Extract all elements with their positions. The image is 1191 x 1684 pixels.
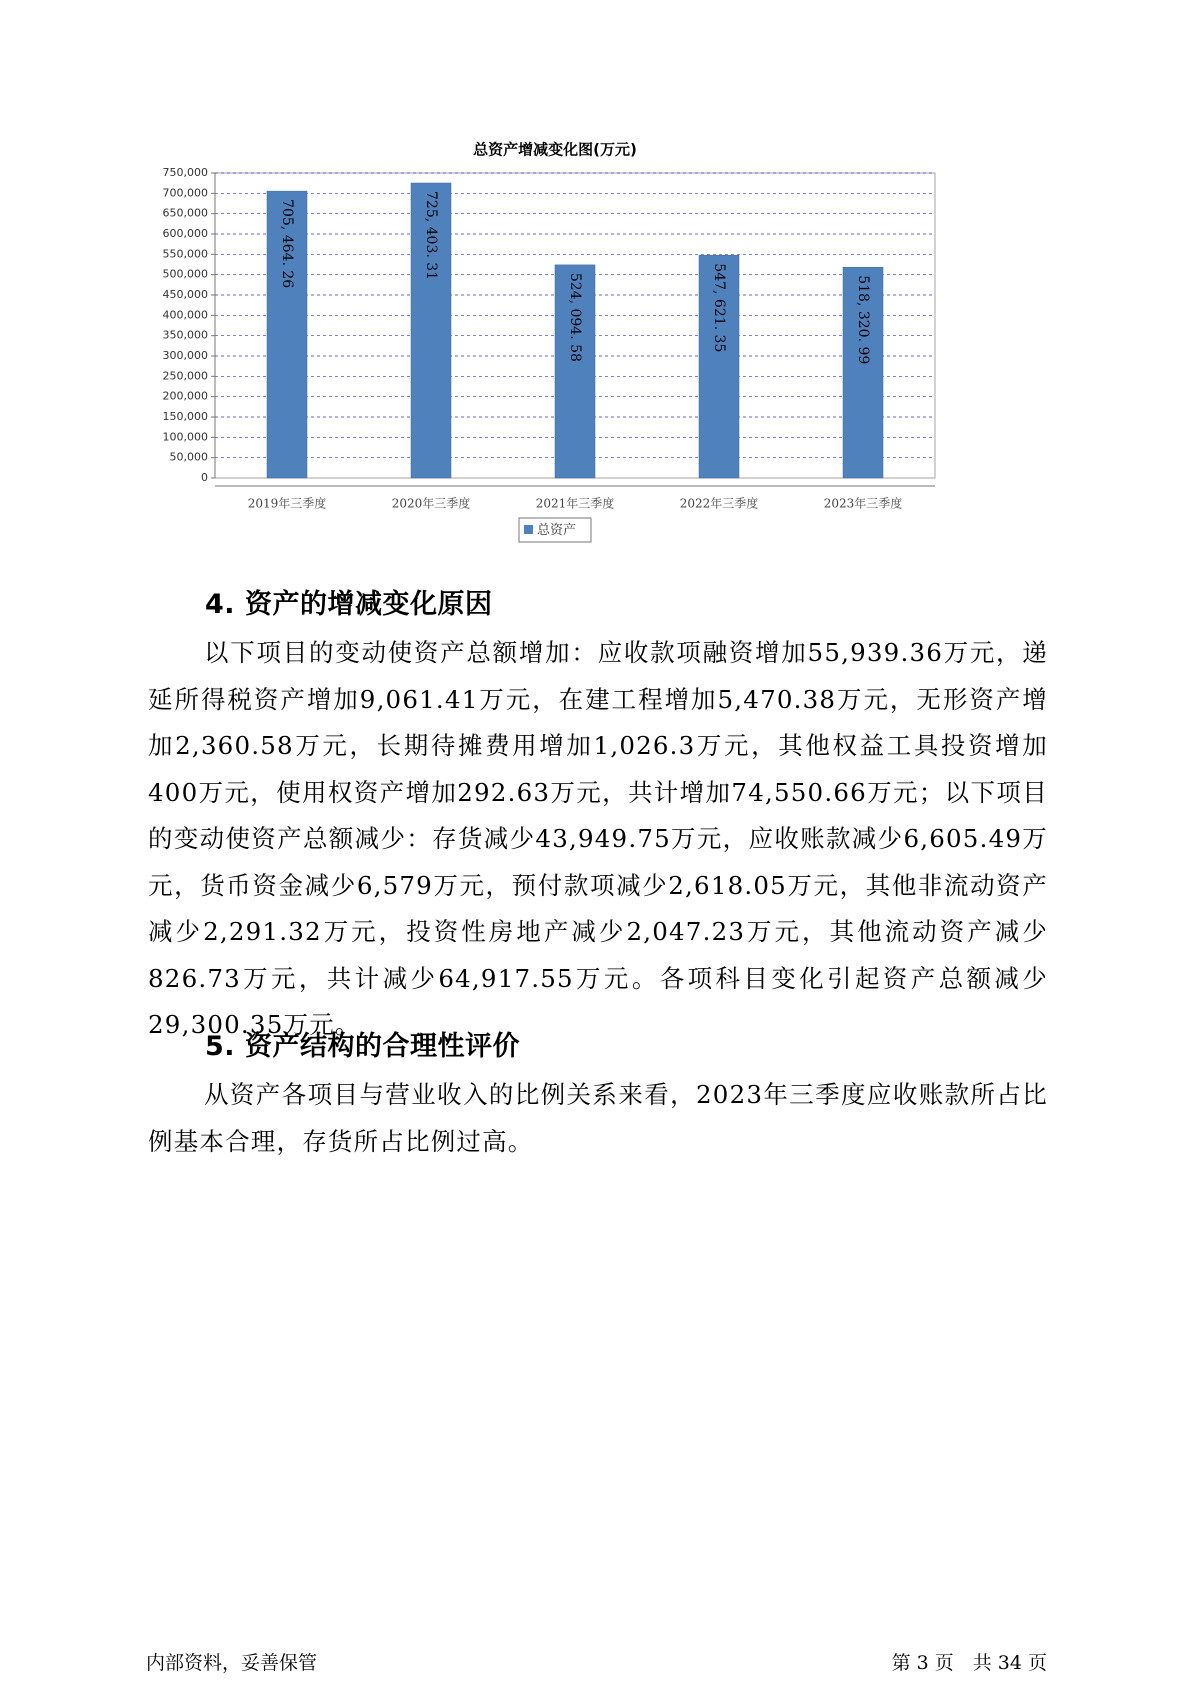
legend-swatch (524, 525, 533, 534)
x-tick-label: 2020年三季度 (391, 496, 471, 511)
x-axis (215, 486, 935, 511)
footer-confidential-note: 内部资料，妥善保管 (146, 1652, 318, 1674)
legend-label: 总资产 (537, 523, 577, 538)
bar-value-label: 725, 403. 31 (423, 191, 439, 281)
y-tick-label: 600,000 (162, 227, 208, 240)
y-tick-label: 300,000 (162, 349, 208, 362)
y-tick-label: 450,000 (162, 288, 208, 301)
chart-title: 总资产增减变化图(万元) (473, 140, 637, 159)
y-tick-label: 550,000 (162, 247, 208, 261)
section-4-heading: 4. 资产的增减变化原因 (205, 589, 493, 620)
bar-value-label: 705, 464. 26 (279, 199, 295, 289)
bar-value-label: 518, 320. 99 (855, 275, 871, 365)
y-tick-label: 100,000 (162, 430, 208, 444)
x-tick-label: 2021年三季度 (535, 496, 615, 511)
x-tick-label: 2022年三季度 (679, 496, 759, 511)
y-tick-label: 750,000 (162, 166, 208, 179)
y-tick-label: 50,000 (169, 450, 208, 464)
y-tick-label: 400,000 (162, 308, 208, 322)
x-tick-label: 2019年三季度 (247, 496, 327, 511)
bar-value-label: 547, 621. 35 (711, 263, 727, 353)
section-5-paragraph: 从资产各项目与营业收入的比例关系来看，2023年三季度应收账款所占比例基本合理，存货所占比例过高。 (148, 1080, 1048, 1156)
y-tick-label: 200,000 (162, 389, 208, 403)
chart-legend (519, 518, 591, 542)
y-axis (163, 166, 216, 484)
y-tick-label: 250,000 (162, 369, 208, 383)
total-assets-bar-chart (145, 138, 1045, 593)
y-tick-label: 350,000 (162, 328, 208, 342)
x-tick-label: 2023年三季度 (823, 496, 903, 511)
y-tick-label: 150,000 (162, 410, 208, 423)
y-tick-label: 650,000 (162, 206, 208, 220)
y-tick-label: 700,000 (162, 186, 208, 200)
footer-page-number: 第 3 页 共 34 页 (891, 1652, 1047, 1674)
section-5-heading: 5. 资产结构的合理性评价 (205, 1031, 520, 1062)
y-tick-label: 0 (201, 471, 208, 484)
y-tick-label: 500,000 (162, 267, 208, 281)
section-4-paragraph: 以下项目的变动使资产总额增加：应收款项融资增加55,939.36万元，递延所得税资产增加9,061.41万元，在建工程增加5,470.38万元，无形资产增加2,360.58万元，长期待摊费用增加1,026.3万元，其他权益工具投资增加400万元，使用权资产增加292.63万元，共计增加74,550.66万元；以下项目的变动使资产总额减少：存货减少43,949.75万元，应收账款减少6,605.49万元，货币资金减少6,579万元，预付款项减少2,618.05万元，其他非流动资产减少2,291.32万元，投资性房地产减少2,047.23万元，其他流动资产减少826.73万元，共计减少64,917.55万元。各项科目变化引起资产总额减少29,300.35万元。 (148, 638, 1048, 1039)
bar-value-label: 524, 094. 58 (567, 272, 583, 362)
